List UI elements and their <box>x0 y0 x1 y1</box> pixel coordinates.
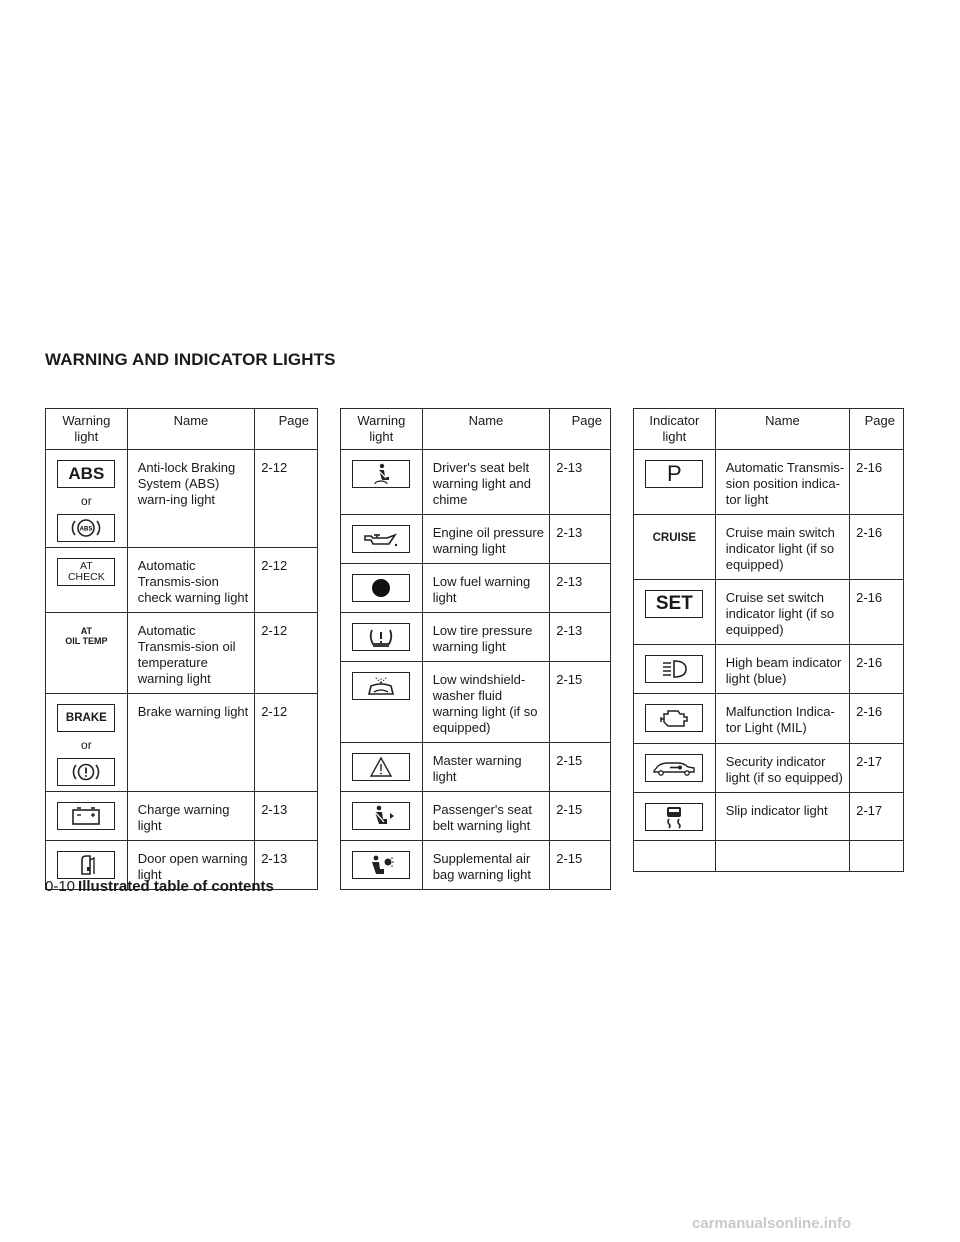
set-icon: SET <box>645 590 703 618</box>
battery-icon <box>57 802 115 830</box>
page-ref: 2-13 <box>550 564 611 613</box>
page-ref: 2-16 <box>850 580 904 645</box>
header-icon: Warning light <box>341 409 423 450</box>
airbag-icon <box>352 851 410 879</box>
table-row <box>341 841 611 890</box>
page-ref: 2-13 <box>550 515 611 564</box>
light-name: Driver's seat belt warning light and chime <box>422 450 550 515</box>
table-row <box>634 694 904 744</box>
at-oil-temp-icon: AT OIL TEMP <box>65 626 108 646</box>
light-name: High beam indicator light (blue) <box>715 645 849 694</box>
page-ref: 2-13 <box>550 450 611 515</box>
page-ref: 2-15 <box>550 662 611 743</box>
page-ref: 2-13 <box>255 792 318 841</box>
svg-text:ABS: ABS <box>80 526 93 533</box>
section-title: WARNING AND INDICATOR LIGHTS <box>45 350 336 369</box>
page-ref: 2-16 <box>850 515 904 580</box>
light-name: Charge warning light <box>127 792 254 841</box>
warning-lights-table-1 <box>45 408 318 890</box>
header-page: Page <box>550 409 611 450</box>
table-row <box>46 450 318 548</box>
page-number: 0-10 <box>45 878 76 895</box>
page-ref: 2-15 <box>550 792 611 841</box>
header-name: Name <box>127 409 254 450</box>
security-icon <box>645 754 703 782</box>
table-row <box>341 743 611 792</box>
page-ref: 2-15 <box>550 743 611 792</box>
table-row <box>46 792 318 841</box>
abs-icon: ABS <box>57 460 115 488</box>
page-ref: 2-12 <box>255 548 318 613</box>
light-name: Door open warning light <box>127 841 254 890</box>
table-row <box>341 792 611 841</box>
at-check-icon: AT CHECK <box>57 558 115 586</box>
table-row <box>341 515 611 564</box>
light-name: Automatic Transmis-sion oil temperature warning light <box>127 613 254 694</box>
light-name: Engine oil pressure warning light <box>422 515 550 564</box>
brake-circle-icon <box>57 758 115 786</box>
light-name: Security indicator light (if so equipped) <box>715 744 849 793</box>
light-name: Malfunction Indica-tor Light (MIL) <box>715 694 849 744</box>
watermark: carmanualsonline.info <box>692 1215 852 1232</box>
park-position-icon: P <box>645 460 703 488</box>
oil-can-icon <box>352 525 410 553</box>
footer-title: Illustrated table of contents <box>78 878 274 895</box>
table-row <box>46 548 318 613</box>
header-icon: Warning light <box>46 409 128 450</box>
table-row <box>341 662 611 743</box>
light-name: Supplemental air bag warning light <box>422 841 550 890</box>
table-row <box>634 580 904 645</box>
page-ref: 2-17 <box>850 744 904 793</box>
or-label: or <box>81 494 92 508</box>
table-header-row <box>634 409 904 450</box>
light-name: Brake warning light <box>127 694 254 792</box>
light-name: Passenger's seat belt warning light <box>422 792 550 841</box>
table-row <box>341 450 611 515</box>
page-ref: 2-16 <box>850 694 904 744</box>
table-filler-row <box>634 841 904 872</box>
master-warning-icon <box>352 753 410 781</box>
cruise-icon: CRUISE <box>652 532 697 544</box>
page-ref: 2-12 <box>255 450 318 548</box>
page-ref: 2-15 <box>550 841 611 890</box>
light-name: Master warning light <box>422 743 550 792</box>
header-name: Name <box>715 409 849 450</box>
fuel-dot-icon <box>352 574 410 602</box>
page-ref: 2-13 <box>550 613 611 662</box>
page-ref: 2-12 <box>255 613 318 694</box>
brake-icon: BRAKE <box>57 704 115 732</box>
table-row <box>634 793 904 841</box>
light-name: Cruise main switch indicator light (if so equipped) <box>715 515 849 580</box>
or-label: or <box>81 738 92 752</box>
light-name: Low windshield-washer fluid warning light (if so equipped) <box>422 662 550 743</box>
page-ref: 2-17 <box>850 793 904 841</box>
table-row <box>634 645 904 694</box>
light-name: Automatic Transmis-sion position indica-tor light <box>715 450 849 515</box>
page-footer <box>45 878 274 895</box>
abs-circle-icon <box>57 514 115 542</box>
table-row <box>341 564 611 613</box>
page-ref: 2-16 <box>850 645 904 694</box>
table-row <box>634 744 904 793</box>
light-name: Slip indicator light <box>715 793 849 841</box>
passenger-seat-belt-icon <box>352 802 410 830</box>
table-header-row <box>46 409 318 450</box>
table-row <box>634 515 904 580</box>
light-name: Automatic Transmis-sion check warning light <box>127 548 254 613</box>
washer-fluid-icon <box>352 672 410 700</box>
table-row <box>46 613 318 694</box>
slip-icon <box>645 803 703 831</box>
table-header-row <box>341 409 611 450</box>
light-name: Cruise set switch indicator light (if so equipped) <box>715 580 849 645</box>
header-page: Page <box>850 409 904 450</box>
light-name: Low fuel warning light <box>422 564 550 613</box>
light-name: Anti-lock Braking System (ABS) warn-ing light <box>127 450 254 548</box>
warning-lights-table-2 <box>340 408 611 890</box>
table-row <box>46 694 318 792</box>
page-ref: 2-13 <box>255 841 318 890</box>
page-ref: 2-12 <box>255 694 318 792</box>
check-engine-icon <box>645 704 703 732</box>
door-open-icon <box>57 851 115 879</box>
light-name: Low tire pressure warning light <box>422 613 550 662</box>
header-name: Name <box>422 409 550 450</box>
header-page: Page <box>255 409 318 450</box>
table-row <box>341 613 611 662</box>
indicator-lights-table <box>633 408 904 872</box>
table-row <box>634 450 904 515</box>
header-icon: Indicator light <box>634 409 716 450</box>
high-beam-icon <box>645 655 703 683</box>
tire-pressure-icon <box>352 623 410 651</box>
seat-belt-icon <box>352 460 410 488</box>
page-ref: 2-16 <box>850 450 904 515</box>
